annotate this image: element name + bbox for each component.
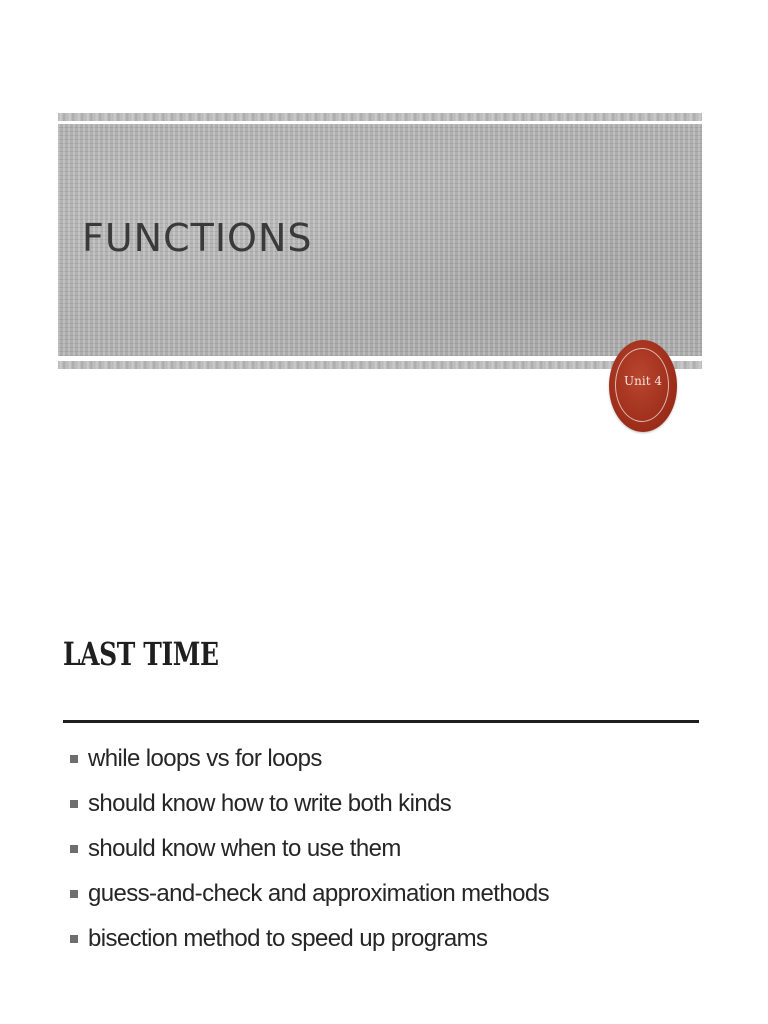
title-band — [58, 124, 702, 356]
section-heading: LAST TIME — [63, 635, 219, 673]
bullet-list — [70, 736, 549, 961]
unit-badge — [609, 340, 677, 432]
bullet-text: guess-and-check and approximation methods — [88, 879, 550, 907]
unit-badge-label: Unit 4 — [624, 374, 662, 388]
bottom-decorative-stripe — [58, 361, 702, 369]
bullet-text: should know how to write both kinds — [88, 789, 452, 817]
square-bullet-icon — [70, 800, 78, 808]
list-item — [70, 826, 549, 871]
bullet-text: should know when to use them — [88, 834, 401, 862]
top-decorative-stripe — [58, 113, 702, 121]
list-item — [70, 871, 549, 916]
list-item — [70, 736, 549, 781]
square-bullet-icon — [70, 890, 78, 898]
bullet-text: while loops vs for loops — [88, 744, 322, 772]
list-item — [70, 916, 549, 961]
heading-rule — [63, 720, 699, 723]
square-bullet-icon — [70, 935, 78, 943]
square-bullet-icon — [70, 845, 78, 853]
square-bullet-icon — [70, 755, 78, 763]
bullet-text: bisection method to speed up programs — [88, 924, 488, 952]
list-item — [70, 781, 549, 826]
last-time-slide — [0, 512, 768, 1024]
slide-title: FUNCTIONS — [82, 216, 313, 260]
